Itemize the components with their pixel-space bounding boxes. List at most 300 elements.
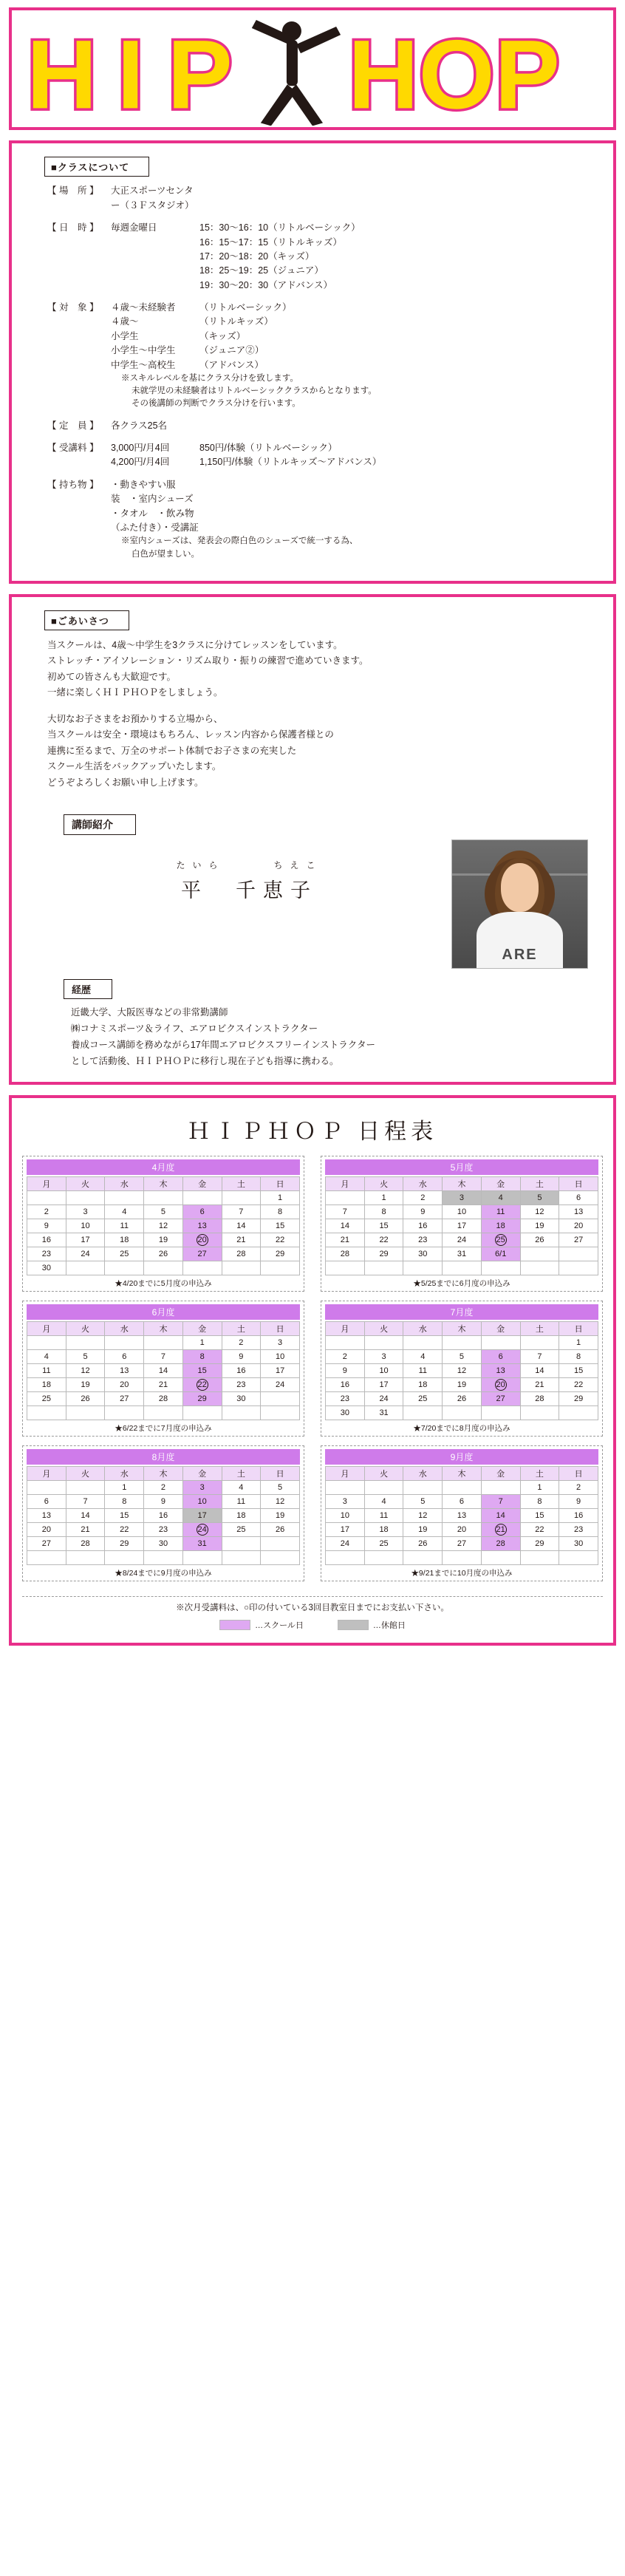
calendar-week-row [326, 1335, 598, 1349]
row-spacer [22, 471, 603, 478]
calendar-weekday: 木 [443, 1176, 482, 1190]
calendar-day[interactable]: 3 [261, 1335, 300, 1349]
calendar-day[interactable] [182, 1522, 222, 1536]
calendar-day[interactable]: 17 [66, 1233, 105, 1247]
payment-deadline-marker: 21 [496, 1524, 505, 1534]
calendar-weekday: 火 [66, 1176, 105, 1190]
calendar-week-row [27, 1363, 300, 1377]
calendar-day[interactable]: 10 [182, 1494, 222, 1508]
greeting-line: 初めての皆さんも大歓迎です。 [47, 671, 177, 682]
calendar-day[interactable]: 27 [105, 1391, 144, 1405]
calendar-day[interactable]: 10 [443, 1204, 482, 1219]
calendar-day[interactable]: 27 [27, 1536, 66, 1550]
calendar-day[interactable]: 8 [105, 1494, 144, 1508]
calendar-day[interactable]: 29 [520, 1536, 559, 1550]
calendar-week-row [326, 1349, 598, 1363]
calendar-day[interactable]: 8 [182, 1349, 222, 1363]
calendar-day[interactable]: 22 [559, 1377, 598, 1391]
calendar-day[interactable]: 6 [182, 1204, 222, 1219]
calendar-empty-cell [66, 1261, 105, 1275]
calendar-empty-cell [520, 1247, 559, 1261]
calendar-day[interactable]: 19 [403, 1522, 443, 1536]
calendar-day[interactable]: 2 [144, 1480, 183, 1494]
calendar-week-row [326, 1377, 598, 1391]
calendar-day[interactable]: 18 [364, 1522, 403, 1536]
class-info-line-right [199, 419, 603, 433]
calendar-day[interactable]: 16 [403, 1219, 443, 1233]
calendar-day[interactable]: 22 [105, 1522, 144, 1536]
calendar-day[interactable] [481, 1233, 520, 1247]
calendar-weekday: 火 [66, 1321, 105, 1335]
calendar-empty-cell [364, 1550, 403, 1564]
calendar-day[interactable]: 17 [364, 1377, 403, 1391]
calendar-day[interactable]: 9 [326, 1363, 365, 1377]
calendar-day[interactable]: 4 [27, 1349, 66, 1363]
calendar-day[interactable]: 23 [222, 1377, 261, 1391]
calendar-day[interactable]: 3 [443, 1190, 482, 1204]
calendar-empty-cell [222, 1190, 261, 1204]
calendar-day[interactable]: 28 [326, 1247, 365, 1261]
calendar-day[interactable]: 19 [443, 1377, 482, 1391]
calendar-day[interactable]: 2 [559, 1480, 598, 1494]
calendar-day[interactable]: 10 [364, 1363, 403, 1377]
calendar-day[interactable]: 18 [222, 1508, 261, 1522]
calendar-day[interactable]: 16 [222, 1363, 261, 1377]
greeting-text [22, 638, 603, 791]
calendar-day[interactable]: 9 [27, 1219, 66, 1233]
calendar-day[interactable]: 11 [222, 1494, 261, 1508]
calendar-day[interactable]: 6 [481, 1349, 520, 1363]
calendar-day[interactable]: 16 [144, 1508, 183, 1522]
calendar-week-row [27, 1508, 300, 1522]
calendar-weekday: 水 [403, 1466, 443, 1480]
calendar-day[interactable]: 4 [403, 1349, 443, 1363]
calendar-day[interactable]: 23 [27, 1247, 66, 1261]
career-line: ㈱コナミスポーツ＆ライフ、エアロビクスインストラクター [71, 1023, 318, 1035]
row-spacer [22, 435, 603, 441]
class-info-row [22, 478, 603, 561]
calendar-day[interactable]: 21 [66, 1522, 105, 1536]
calendar-day[interactable]: 13 [27, 1508, 66, 1522]
class-info-term: 【 受講料 】 [47, 443, 99, 453]
row-spacer [22, 412, 603, 419]
calendar-day[interactable]: 3 [326, 1494, 365, 1508]
calendar-day[interactable]: 19 [520, 1219, 559, 1233]
calendar-week-row [27, 1522, 300, 1536]
calendar-day[interactable]: 8 [364, 1204, 403, 1219]
calendar-day[interactable]: 12 [403, 1508, 443, 1522]
calendar-day[interactable]: 22 [364, 1233, 403, 1247]
calendar-day[interactable]: 30 [559, 1536, 598, 1550]
calendar-day[interactable]: 28 [520, 1391, 559, 1405]
class-info-row [22, 441, 603, 470]
greeting-line: ストレッチ・アイソレーション・リズム取り・振りの練習で進めていきます。 [47, 655, 369, 667]
calendar-day[interactable]: 21 [326, 1233, 365, 1247]
calendar-day[interactable]: 6 [105, 1349, 144, 1363]
calendar-day[interactable]: 13 [559, 1204, 598, 1219]
calendar-day[interactable]: 8 [520, 1494, 559, 1508]
calendar-empty-cell [27, 1405, 66, 1420]
calendar-day[interactable]: 23 [144, 1522, 183, 1536]
calendar-day[interactable]: 28 [481, 1536, 520, 1550]
calendar-day[interactable]: 3 [66, 1204, 105, 1219]
calendar-day[interactable]: 12 [443, 1363, 482, 1377]
class-info-definition [111, 221, 603, 293]
calendar-day[interactable]: 11 [364, 1508, 403, 1522]
calendar-day[interactable]: 16 [559, 1508, 598, 1522]
calendar-day[interactable]: 2 [326, 1349, 365, 1363]
class-info-term: 【 定 員 】 [47, 420, 99, 431]
calendar-day[interactable]: 7 [326, 1204, 365, 1219]
calendar-day[interactable]: 20 [559, 1219, 598, 1233]
calendar-day[interactable]: 2 [27, 1204, 66, 1219]
calendar-day[interactable]: 5 [403, 1494, 443, 1508]
calendar-day[interactable]: 30 [403, 1247, 443, 1261]
calendar-day[interactable]: 9 [559, 1494, 598, 1508]
calendar-day[interactable]: 7 [481, 1494, 520, 1508]
calendar-day[interactable]: 21 [520, 1377, 559, 1391]
photo-shirt-text: ARE [502, 947, 538, 964]
calendar-empty-cell [559, 1261, 598, 1275]
calendar-day[interactable]: 26 [403, 1536, 443, 1550]
calendar-empty-cell [443, 1335, 482, 1349]
calendar-day[interactable]: 1 [261, 1190, 300, 1204]
calendar-day[interactable]: 14 [520, 1363, 559, 1377]
calendar-day[interactable]: 24 [326, 1536, 365, 1550]
calendar-day[interactable]: 25 [222, 1522, 261, 1536]
class-info-line [111, 301, 603, 315]
calendar-day[interactable]: 24 [364, 1391, 403, 1405]
calendar-day[interactable]: 22 [520, 1522, 559, 1536]
calendar-weekday: 火 [66, 1466, 105, 1480]
calendar-day[interactable] [481, 1377, 520, 1391]
calendar-day[interactable]: 24 [261, 1377, 300, 1391]
calendar-empty-cell [182, 1190, 222, 1204]
calendar-day[interactable]: 21 [222, 1233, 261, 1247]
calendar-day[interactable]: 17 [326, 1522, 365, 1536]
calendar-day[interactable]: 6 [27, 1494, 66, 1508]
calendar-day[interactable]: 1 [364, 1190, 403, 1204]
class-info-line-right [199, 184, 603, 213]
calendar-day[interactable]: 27 [443, 1536, 482, 1550]
calendar-day[interactable]: 21 [144, 1377, 183, 1391]
calendar-day[interactable]: 7 [520, 1349, 559, 1363]
calendar-day[interactable]: 28 [222, 1247, 261, 1261]
calendar-day[interactable]: 7 [66, 1494, 105, 1508]
calendar-deadline-note: ★5/25までに6月度の申込み [413, 1278, 510, 1288]
calendar-day[interactable]: 15 [559, 1363, 598, 1377]
calendar-deadline-note: ★4/20までに5月度の申込み [115, 1278, 212, 1288]
calendar-week-row [326, 1261, 598, 1275]
calendar-day[interactable]: 20 [27, 1522, 66, 1536]
calendar-day[interactable]: 30 [27, 1261, 66, 1275]
calendar-day[interactable]: 4 [364, 1494, 403, 1508]
calendar-day[interactable]: 6/1 [481, 1247, 520, 1261]
career-line: 養成コース講師を務めながら17年間エアロビクスフリーインストラクター [71, 1040, 376, 1050]
calendar-empty-cell [182, 1405, 222, 1420]
calendar-day[interactable]: 17 [182, 1508, 222, 1522]
calendar-empty-cell [27, 1480, 66, 1494]
legend-label: …スクール日 [255, 1621, 304, 1630]
calendar-day[interactable]: 14 [326, 1219, 365, 1233]
calendar-day[interactable]: 13 [443, 1508, 482, 1522]
calendar-table [27, 1176, 300, 1275]
instructor-heading: 講師紹介 [64, 814, 136, 835]
calendar-month [321, 1156, 603, 1292]
calendar-day[interactable]: 3 [364, 1349, 403, 1363]
calendar-month-label: 6月度 [27, 1304, 300, 1320]
calendar-day[interactable]: 6 [443, 1494, 482, 1508]
calendar-day[interactable] [481, 1522, 520, 1536]
calendar-empty-cell [326, 1335, 365, 1349]
calendar-day[interactable]: 16 [27, 1233, 66, 1247]
calendar-weekday: 木 [443, 1466, 482, 1480]
calendar-day[interactable]: 25 [364, 1536, 403, 1550]
calendar-week-row [27, 1261, 300, 1275]
calendar-day[interactable]: 17 [261, 1363, 300, 1377]
calendar-weekday: 土 [520, 1466, 559, 1480]
calendar-week-row [326, 1522, 598, 1536]
calendar-day[interactable]: 3 [182, 1480, 222, 1494]
calendar-empty-cell [559, 1247, 598, 1261]
calendar-day[interactable]: 19 [66, 1377, 105, 1391]
calendar-day[interactable]: 23 [403, 1233, 443, 1247]
calendar-day[interactable]: 25 [27, 1391, 66, 1405]
calendar-day[interactable]: 24 [66, 1247, 105, 1261]
calendar-weekday: 土 [520, 1176, 559, 1190]
calendar-weekday: 火 [364, 1466, 403, 1480]
career-line: として活動後、ＨＩＰＨＯＰに移行し現在子ども指導に携わる。 [71, 1055, 339, 1066]
calendar-day[interactable]: 10 [326, 1508, 365, 1522]
calendar-weekday: 水 [105, 1176, 144, 1190]
calendar-day[interactable]: 29 [364, 1247, 403, 1261]
calendar-day[interactable]: 26 [520, 1233, 559, 1247]
calendar-day[interactable]: 15 [364, 1219, 403, 1233]
calendar-day[interactable]: 28 [66, 1536, 105, 1550]
calendar-weekday: 月 [326, 1176, 365, 1190]
calendar-day[interactable] [182, 1233, 222, 1247]
class-info-line-left: 3,000円/月4回 [111, 443, 170, 453]
calendar-week-row [326, 1247, 598, 1261]
calendar-day[interactable]: 27 [559, 1233, 598, 1247]
calendar-day[interactable]: 23 [326, 1391, 365, 1405]
calendar-weekday: 日 [559, 1466, 598, 1480]
calendar-day[interactable]: 29 [182, 1391, 222, 1405]
calendar-day[interactable]: 16 [326, 1377, 365, 1391]
calendar-day[interactable]: 4 [105, 1204, 144, 1219]
calendar-grid [22, 1156, 603, 1590]
calendar-header-row [326, 1321, 598, 1335]
class-info-line [111, 279, 603, 293]
calendar-day[interactable]: 10 [66, 1219, 105, 1233]
calendar-day[interactable]: 18 [27, 1377, 66, 1391]
calendar-day[interactable]: 7 [222, 1204, 261, 1219]
calendar-weekday: 日 [559, 1176, 598, 1190]
calendar-day[interactable]: 9 [222, 1349, 261, 1363]
calendar-day[interactable]: 30 [222, 1391, 261, 1405]
calendar-empty-cell [144, 1550, 183, 1564]
calendar-day[interactable]: 28 [144, 1391, 183, 1405]
class-info-line [111, 330, 603, 344]
calendar-empty-cell [364, 1480, 403, 1494]
row-spacer [22, 562, 603, 569]
calendar-week-row [27, 1335, 300, 1349]
calendar-day[interactable]: 29 [261, 1247, 300, 1261]
calendar-header-row [27, 1321, 300, 1335]
calendar-day[interactable]: 10 [261, 1349, 300, 1363]
calendar-empty-cell [222, 1405, 261, 1420]
calendar-week-row [27, 1219, 300, 1233]
calendar-day[interactable]: 1 [559, 1335, 598, 1349]
calendar-day[interactable]: 5 [66, 1349, 105, 1363]
logo-letter-p: P [167, 20, 233, 126]
calendar-day[interactable]: 14 [66, 1508, 105, 1522]
calendar-day[interactable]: 15 [520, 1508, 559, 1522]
calendar-day[interactable]: 30 [326, 1405, 365, 1420]
calendar-empty-cell [403, 1550, 443, 1564]
class-info-line [111, 478, 603, 507]
calendar-day[interactable]: 18 [403, 1377, 443, 1391]
calendar-empty-cell [326, 1550, 365, 1564]
class-info-line [111, 344, 603, 358]
calendar-day[interactable]: 29 [105, 1536, 144, 1550]
calendar-weekday: 土 [520, 1321, 559, 1335]
calendar-empty-cell [66, 1190, 105, 1204]
calendar-day[interactable]: 1 [182, 1335, 222, 1349]
greeting-line: 連携に至るまで、万全のサポート体制でお子さまの充実した [47, 745, 297, 756]
class-info-line-left [111, 250, 199, 264]
class-info-line-left: 毎週金曜日 [111, 222, 157, 234]
calendar-day[interactable]: 15 [105, 1508, 144, 1522]
calendar-week-row [27, 1480, 300, 1494]
calendar-day[interactable]: 11 [27, 1363, 66, 1377]
greeting-block-2 [47, 712, 603, 791]
calendar-day[interactable]: 7 [144, 1349, 183, 1363]
calendar-week-row [326, 1204, 598, 1219]
class-info-line-right: 18：25〜19：25（ジュニア） [199, 265, 324, 276]
calendar-week-row [326, 1233, 598, 1247]
logo-panel [9, 7, 616, 130]
calendar-day[interactable]: 26 [66, 1391, 105, 1405]
calendar-day[interactable]: 12 [144, 1219, 183, 1233]
calendar-weekday: 木 [443, 1321, 482, 1335]
calendar-day[interactable]: 31 [182, 1536, 222, 1550]
class-info-panel [9, 140, 616, 583]
calendar-month-label: 7月度 [325, 1304, 598, 1320]
calendar-empty-cell [261, 1536, 300, 1550]
calendar-day[interactable]: 15 [261, 1219, 300, 1233]
calendar-day[interactable]: 1 [520, 1480, 559, 1494]
calendar-deadline-note: ★8/24までに9月度の申込み [115, 1568, 212, 1578]
calendar-day[interactable]: 12 [66, 1363, 105, 1377]
calendar-day[interactable]: 5 [443, 1349, 482, 1363]
calendar-day[interactable]: 9 [403, 1204, 443, 1219]
calendar-day[interactable]: 11 [105, 1219, 144, 1233]
calendar-day[interactable]: 13 [481, 1363, 520, 1377]
calendar-day[interactable]: 2 [222, 1335, 261, 1349]
class-info-definition [111, 301, 603, 411]
calendar-day[interactable]: 30 [144, 1536, 183, 1550]
calendar-day[interactable]: 4 [481, 1190, 520, 1204]
calendar-day[interactable]: 25 [403, 1391, 443, 1405]
divider [22, 1596, 603, 1597]
calendar-weekday: 金 [182, 1321, 222, 1335]
calendar-day[interactable]: 6 [559, 1190, 598, 1204]
payment-deadline-marker: 20 [496, 1380, 505, 1389]
calendar-day[interactable]: 19 [144, 1233, 183, 1247]
payment-deadline-marker: 20 [197, 1235, 207, 1244]
calendar-day[interactable]: 5 [520, 1190, 559, 1204]
calendar-week-row [326, 1405, 598, 1420]
calendar-day[interactable]: 12 [261, 1494, 300, 1508]
calendar-week-row [326, 1480, 598, 1494]
calendar-day[interactable]: 8 [559, 1349, 598, 1363]
calendar-day[interactable]: 8 [261, 1204, 300, 1219]
calendar-day[interactable]: 4 [222, 1480, 261, 1494]
calendar-day[interactable]: 12 [520, 1204, 559, 1219]
calendar-day[interactable]: 27 [481, 1391, 520, 1405]
calendar-month [22, 1445, 304, 1581]
calendar-day[interactable]: 5 [144, 1204, 183, 1219]
instructor-photo [451, 839, 588, 969]
class-info-row [22, 221, 603, 293]
calendar-empty-cell [261, 1261, 300, 1275]
calendar-month [321, 1445, 603, 1581]
calendar-day[interactable]: 11 [403, 1363, 443, 1377]
calendar-day[interactable]: 19 [261, 1508, 300, 1522]
calendar-day[interactable]: 15 [182, 1363, 222, 1377]
calendar-day[interactable]: 23 [559, 1522, 598, 1536]
calendar-day[interactable]: 14 [222, 1219, 261, 1233]
calendar-weekday: 金 [481, 1321, 520, 1335]
calendar-day[interactable]: 29 [559, 1391, 598, 1405]
instructor-row [22, 839, 603, 969]
calendar-day[interactable]: 31 [443, 1247, 482, 1261]
calendar-weekday: 水 [105, 1466, 144, 1480]
calendar-weekday: 木 [144, 1176, 183, 1190]
calendar-day[interactable]: 25 [105, 1247, 144, 1261]
calendar-day[interactable]: 14 [144, 1363, 183, 1377]
calendar-day[interactable]: 20 [443, 1522, 482, 1536]
calendar-day[interactable]: 1 [105, 1480, 144, 1494]
calendar-day[interactable]: 26 [261, 1522, 300, 1536]
class-info-term: 【 場 所 】 [47, 185, 99, 197]
calendar-day[interactable]: 13 [105, 1363, 144, 1377]
calendar-day[interactable]: 18 [105, 1233, 144, 1247]
calendar-day[interactable]: 31 [364, 1405, 403, 1420]
calendar-empty-cell [144, 1190, 183, 1204]
calendar-day[interactable]: 14 [481, 1508, 520, 1522]
calendar-day[interactable] [182, 1377, 222, 1391]
calendar-day[interactable]: 5 [261, 1480, 300, 1494]
calendar-day[interactable]: 9 [144, 1494, 183, 1508]
calendar-day[interactable]: 26 [144, 1247, 183, 1261]
calendar-day[interactable]: 11 [481, 1204, 520, 1219]
calendar-day[interactable]: 26 [443, 1391, 482, 1405]
calendar-weekday: 木 [144, 1466, 183, 1480]
calendar-day[interactable]: 22 [261, 1233, 300, 1247]
calendar-day[interactable]: 13 [182, 1219, 222, 1233]
calendar-day[interactable]: 17 [443, 1219, 482, 1233]
calendar-empty-cell [66, 1405, 105, 1420]
calendar-day[interactable]: 20 [105, 1377, 144, 1391]
calendar-week-row [326, 1494, 598, 1508]
calendar-day[interactable]: 27 [182, 1247, 222, 1261]
calendar-day[interactable]: 2 [403, 1190, 443, 1204]
calendar-day[interactable]: 18 [481, 1219, 520, 1233]
calendar-day[interactable]: 24 [443, 1233, 482, 1247]
calendar-week-row [27, 1204, 300, 1219]
